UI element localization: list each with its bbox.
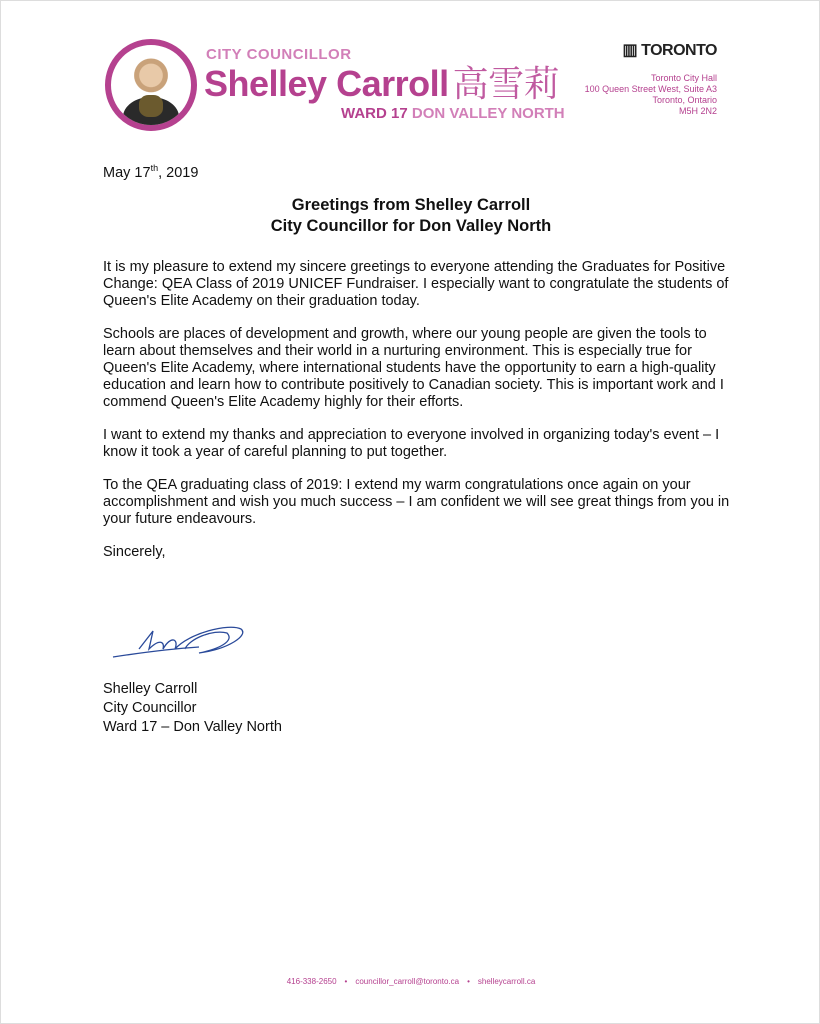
letter-body <box>103 259 743 577</box>
letterhead-name <box>204 65 559 103</box>
footer-email[interactable]: councillor_carroll@toronto.ca <box>355 977 460 986</box>
date-year: , 2019 <box>158 165 199 181</box>
ward-name: DON VALLEY NORTH <box>411 105 565 122</box>
ward-number: WARD 17 <box>341 105 408 122</box>
date-suffix: th <box>150 163 159 174</box>
councillor-portrait <box>105 39 197 131</box>
signer-title: City Councillor <box>103 700 197 716</box>
letterhead-ward <box>341 105 565 122</box>
address-line: Toronto City Hall <box>650 73 717 83</box>
city-hall-icon: ▥ <box>622 42 642 59</box>
chinese-name: 高雪莉 <box>452 63 560 104</box>
date-day: May 17 <box>103 165 151 181</box>
letter-title <box>1 195 820 237</box>
signature <box>109 619 249 664</box>
signer-name: Shelley Carroll <box>103 681 198 697</box>
toronto-logo <box>623 41 717 60</box>
title-line: Greetings from Shelley Carroll <box>291 196 531 214</box>
paragraph: To the QEA graduating class of 2019: I extend my warm congratulations once again on your accomplishment and wish you much success – I am confident we will see great things from you in your future endeavours. <box>103 477 730 527</box>
signature-block <box>103 680 282 737</box>
footer-website[interactable]: shelleycarroll.ca <box>477 977 536 986</box>
toronto-logo-text: TORONTO <box>641 42 717 59</box>
letter-date <box>103 163 198 183</box>
address-line: 100 Queen Street West, Suite A3 <box>584 84 717 94</box>
address-line: M5H 2N2 <box>678 106 717 116</box>
paragraph: It is my pleasure to extend my sincere greetings to everyone attending the Graduates for Positive Change: QEA Class of 2019 UNICEF Fundraiser. I especially want to congratulate the students of Queen's Elite Academy on their graduation today. <box>103 259 729 309</box>
letterhead-role: CITY COUNCILLOR <box>206 46 352 63</box>
address-block <box>585 73 717 117</box>
footer-phone: 416-338-2650 <box>286 977 337 986</box>
closing-salutation: Sincerely, <box>103 544 166 560</box>
signer-ward: Ward 17 – Don Valley North <box>103 719 282 735</box>
address-line: Toronto, Ontario <box>652 95 717 105</box>
name-text: Shelley Carroll <box>204 63 449 104</box>
title-line: City Councillor for Don Valley North <box>270 217 552 235</box>
paragraph: I want to extend my thanks and appreciation to everyone involved in organizing today's event – I know it took a year of careful planning to put together. <box>103 427 720 460</box>
footer-contact: 416-338-2650 • councillor_carroll@toronto.ca • shelleycarroll.ca <box>286 977 536 986</box>
paragraph: Schools are places of development and growth, where our young people are given the tools to learn about themselves and their world in a nurturing environment. This is especially true for Queen's Elite Academy, where international students have the opportunity to earn a high-quality education and learn how to contribute positively to Canadian society. This is important work and I commend Queen's Elite Academy highly for their efforts. <box>103 326 724 410</box>
